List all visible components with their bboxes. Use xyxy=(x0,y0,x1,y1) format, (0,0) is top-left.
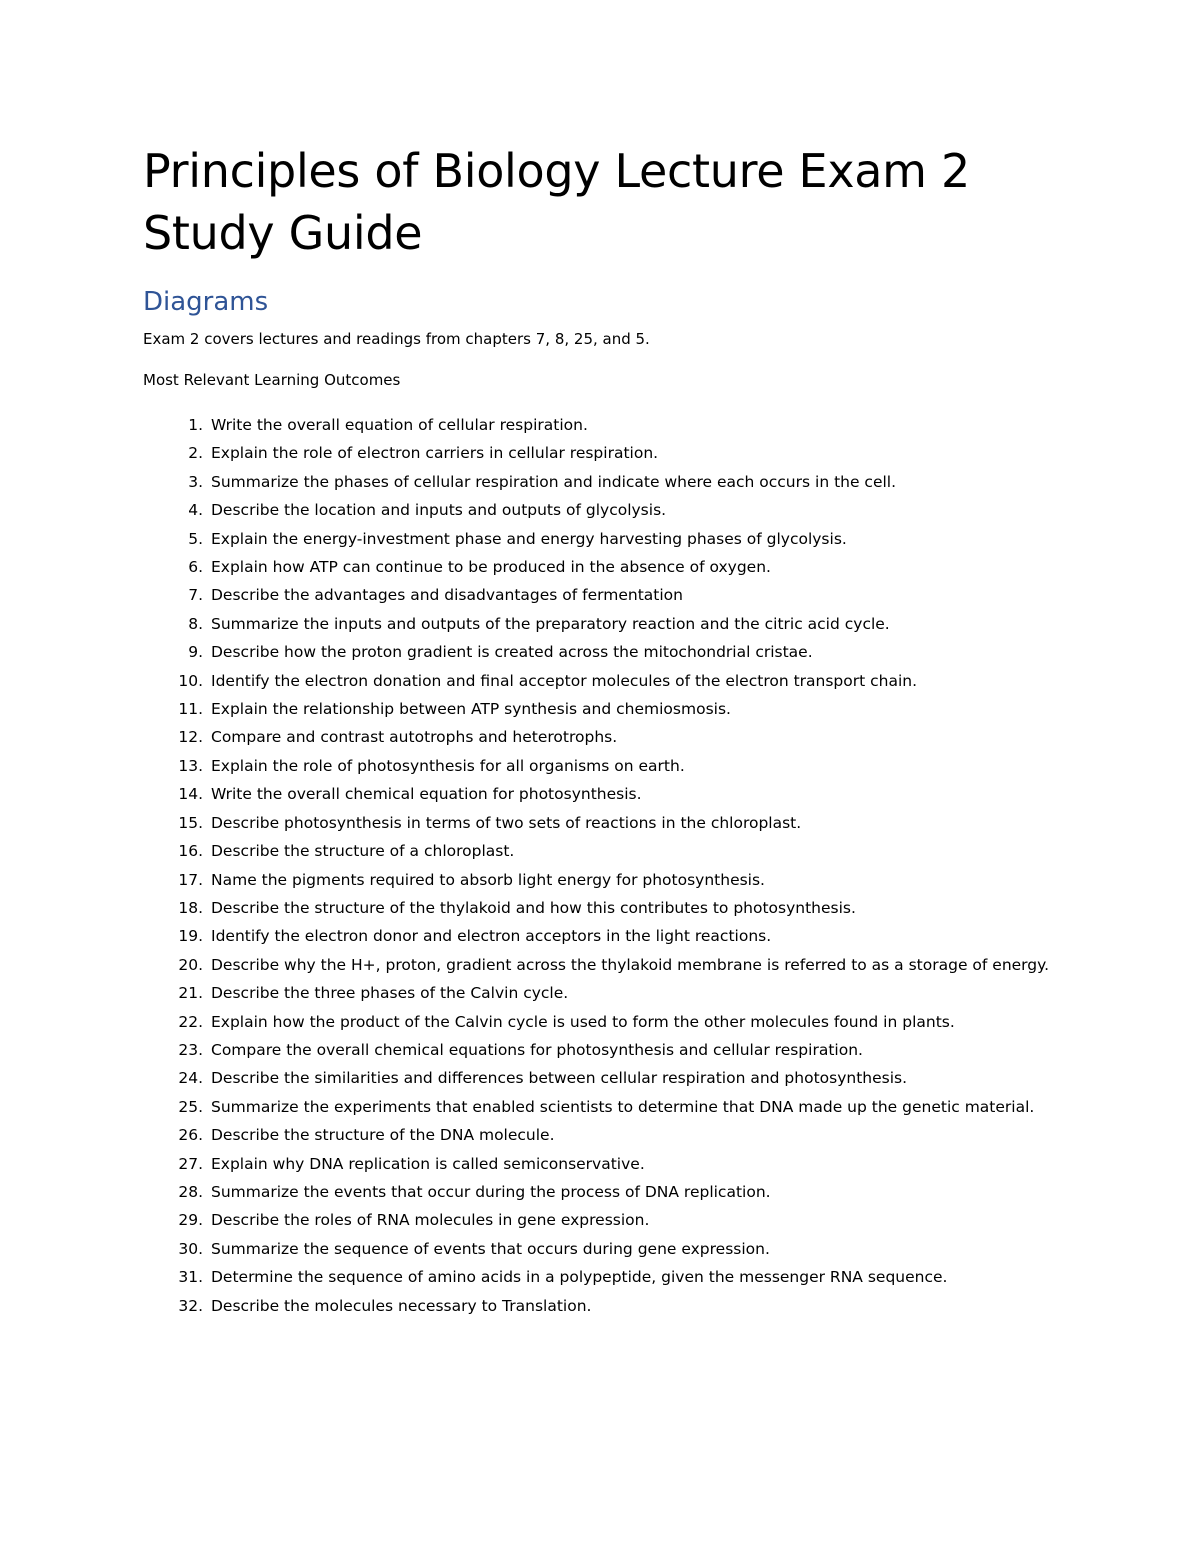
list-item-number: 21. xyxy=(178,984,203,1003)
list-item xyxy=(143,1036,1083,1064)
list-item-text: Summarize the experiments that enabled scientists to determine that DNA made up the genetic material. xyxy=(211,1097,1035,1116)
list-item-text: Determine the sequence of amino acids in a polypeptide, given the messenger RNA sequence. xyxy=(211,1268,948,1287)
list-item xyxy=(143,610,1083,638)
list-item-number: 8. xyxy=(188,614,203,633)
list-item-text: Describe photosynthesis in terms of two sets of reactions in the chloroplast. xyxy=(211,813,802,832)
list-item-text: Summarize the phases of cellular respiration and indicate where each occurs in the cell. xyxy=(211,472,897,491)
list-item xyxy=(143,837,1083,865)
list-item-number: 14. xyxy=(178,785,203,804)
list-item-text: Describe the roles of RNA molecules in gene expression. xyxy=(211,1211,650,1230)
list-item-text: Describe the three phases of the Calvin cycle. xyxy=(211,984,569,1003)
list-item-text: Explain the role of photosynthesis for all organisms on earth. xyxy=(211,756,685,775)
list-item xyxy=(143,979,1083,1007)
list-item-number: 19. xyxy=(178,927,203,946)
list-item-number: 10. xyxy=(178,671,203,690)
list-item-number: 22. xyxy=(178,1012,203,1031)
list-item-number: 20. xyxy=(178,955,203,974)
list-item xyxy=(143,695,1083,723)
section-heading: Diagrams xyxy=(143,287,269,317)
list-item-text: Explain why DNA replication is called semiconservative. xyxy=(211,1154,645,1173)
intro-paragraph: Exam 2 covers lectures and readings from chapters 7, 8, 25, and 5. xyxy=(143,330,650,348)
list-item xyxy=(143,1235,1083,1263)
list-item-number: 17. xyxy=(178,870,203,889)
document-content xyxy=(143,140,1083,1320)
list-item-number: 2. xyxy=(188,444,203,463)
list-item-text: Describe the advantages and disadvantages of fermentation xyxy=(211,586,683,605)
list-item-text: Write the overall chemical equation for photosynthesis. xyxy=(211,785,642,804)
list-item-number: 9. xyxy=(188,643,203,662)
list-item xyxy=(143,638,1083,666)
list-item-text: Explain how the product of the Calvin cycle is used to form the other molecules found in plants. xyxy=(211,1012,955,1031)
list-item xyxy=(143,1292,1083,1320)
list-item-number: 1. xyxy=(188,416,203,434)
list-item xyxy=(143,894,1083,922)
list-item-text: Explain the relationship between ATP synthesis and chemiosmosis. xyxy=(211,700,731,719)
list-item-number: 23. xyxy=(178,1040,203,1059)
list-item xyxy=(143,667,1083,695)
list-item-text: Summarize the sequence of events that occurs during gene expression. xyxy=(211,1239,770,1258)
list-item xyxy=(143,1008,1083,1036)
list-item-text: Identify the electron donor and electron acceptors in the light reactions. xyxy=(211,927,772,946)
list-item xyxy=(143,922,1083,950)
list-item-number: 30. xyxy=(178,1239,203,1258)
list-item-text: Explain how ATP can continue to be produced in the absence of oxygen. xyxy=(211,558,771,577)
list-item-text: Name the pigments required to absorb light energy for photosynthesis. xyxy=(211,870,765,889)
document-title: Principles of Biology Lecture Exam 2 Study Guide xyxy=(143,144,970,260)
list-item-text: Compare and contrast autotrophs and heterotrophs. xyxy=(211,728,618,747)
list-item-number: 28. xyxy=(178,1182,203,1201)
list-item-number: 31. xyxy=(178,1268,203,1287)
list-item xyxy=(143,1121,1083,1149)
list-item-number: 11. xyxy=(178,700,203,719)
list-item xyxy=(143,809,1083,837)
list-item-number: 6. xyxy=(188,558,203,577)
list-item xyxy=(143,780,1083,808)
list-item xyxy=(143,1206,1083,1234)
list-item-number: 3. xyxy=(188,472,203,491)
list-item-text: Describe the location and inputs and outputs of glycolysis. xyxy=(211,501,667,520)
list-item-number: 32. xyxy=(178,1296,203,1315)
list-item-text: Describe the structure of the DNA molecule. xyxy=(211,1126,555,1145)
list-item-text: Identify the electron donation and final acceptor molecules of the electron transport chain. xyxy=(211,671,918,690)
list-item xyxy=(143,1150,1083,1178)
list-item xyxy=(143,581,1083,609)
list-item-number: 24. xyxy=(178,1069,203,1088)
list-item-number: 15. xyxy=(178,813,203,832)
list-item xyxy=(143,439,1083,467)
list-item xyxy=(143,1178,1083,1206)
list-item-number: 18. xyxy=(178,898,203,917)
list-item-text: Describe the structure of the thylakoid and how this contributes to photosynthesis. xyxy=(211,898,856,917)
list-item-text: Compare the overall chemical equations for photosynthesis and cellular respiration. xyxy=(211,1040,863,1059)
list-item-number: 16. xyxy=(178,842,203,861)
outcomes-heading: Most Relevant Learning Outcomes xyxy=(143,371,401,389)
list-item xyxy=(143,553,1083,581)
list-item-text: Summarize the inputs and outputs of the preparatory reaction and the citric acid cycle. xyxy=(211,614,890,633)
list-item-text: Describe why the H+, proton, gradient across the thylakoid membrane is referred to as a storage of energy. xyxy=(211,955,1050,974)
list-item xyxy=(143,951,1083,979)
outcomes-list xyxy=(143,411,1083,1320)
list-item-number: 25. xyxy=(178,1097,203,1116)
list-item-text: Explain the energy-investment phase and energy harvesting phases of glycolysis. xyxy=(211,529,847,548)
list-item-number: 13. xyxy=(178,756,203,775)
list-item xyxy=(143,525,1083,553)
list-item-number: 5. xyxy=(188,529,203,548)
list-item xyxy=(143,411,1083,439)
list-item-text: Describe the structure of a chloroplast. xyxy=(211,842,515,861)
list-item-text: Describe how the proton gradient is created across the mitochondrial cristae. xyxy=(211,643,813,662)
list-item-number: 12. xyxy=(178,728,203,747)
list-item-number: 7. xyxy=(188,586,203,605)
list-item-text: Describe the similarities and differences between cellular respiration and photosynthesis. xyxy=(211,1069,908,1088)
list-item xyxy=(143,723,1083,751)
list-item-text: Write the overall equation of cellular respiration. xyxy=(211,416,588,434)
list-item-text: Describe the molecules necessary to Translation. xyxy=(211,1296,592,1315)
list-item xyxy=(143,1263,1083,1291)
list-item-text: Explain the role of electron carriers in cellular respiration. xyxy=(211,444,659,463)
list-item xyxy=(143,496,1083,524)
list-item xyxy=(143,1064,1083,1092)
list-item xyxy=(143,468,1083,496)
list-item-text: Summarize the events that occur during the process of DNA replication. xyxy=(211,1182,771,1201)
list-item-number: 29. xyxy=(178,1211,203,1230)
list-item-number: 4. xyxy=(188,501,203,520)
list-item xyxy=(143,1093,1083,1121)
list-item-number: 27. xyxy=(178,1154,203,1173)
list-item xyxy=(143,752,1083,780)
list-item xyxy=(143,866,1083,894)
list-item-number: 26. xyxy=(178,1126,203,1145)
